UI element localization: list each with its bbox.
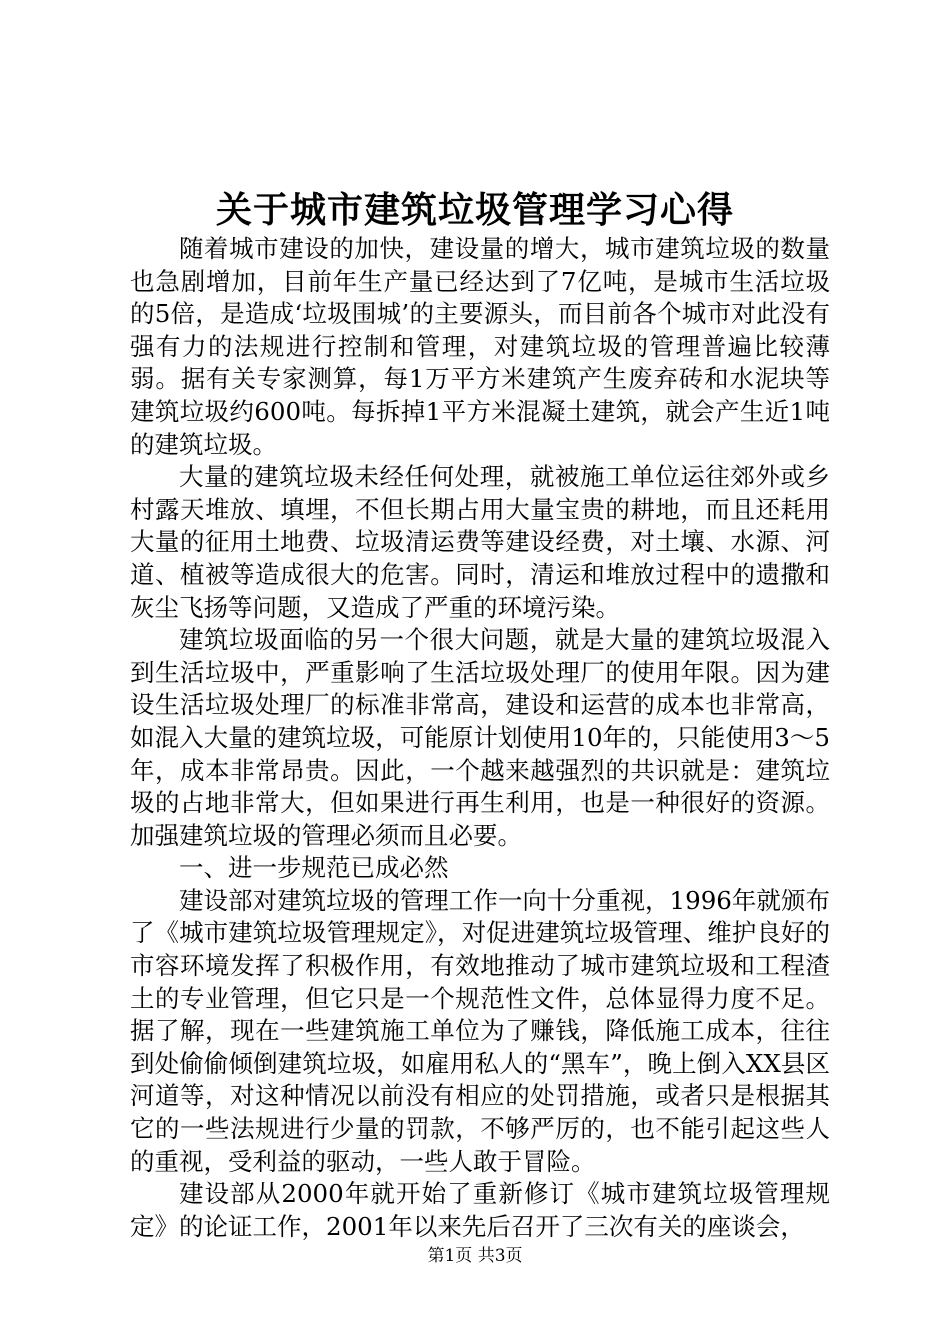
document-body [130, 233, 830, 1243]
document-title: 关于城市建筑垃圾管理学习心得 [215, 189, 734, 231]
paragraph: 建设部从2000年就开始了重新修订《城市建筑垃圾管理规定》的论证工作，2001年以来先后召开了三次有关的座谈会， [130, 1179, 830, 1241]
paragraph: 大量的建筑垃圾未经任何处理，就被施工单位运往郊外或乡村露天堆放、填埋，不但长期占用大量宝贵的耕地，而且还耗用大量的征用土地费、垃圾清运费等建设经费，对土壤、水源、河道、植被等造成很大的危害。同时，清运和堆放过程中的遗撒和灰尘飞扬等问题，又造成了严重的环境污染。 [130, 462, 830, 622]
paragraph: 随着城市建设的加快，建设量的增大，城市建筑垃圾的数量也急剧增加，目前年生产量已经达到了7亿吨，是城市生活垃圾的5倍，是造成‘垃圾围城’的主要源头，而目前各个城市对此没有强有力的法规进行控制和管理，对建筑垃圾的管理普遍比较薄弱。据有关专家测算，每1万平方米建筑产生废弃砖和水泥块等建筑垃圾约600吨。每拆掉1平方米混凝土建筑，就会产生近1吨的建筑垃圾。 [130, 234, 830, 459]
section-heading: 一、进一步规范已成必然 [179, 853, 449, 883]
paragraph: 建筑垃圾面临的另一个很大问题，就是大量的建筑垃圾混入到生活垃圾中，严重影响了生活垃圾处理厂的使用年限。因为建设生活垃圾处理厂的标准非常高，建设和运营的成本也非常高，如混入大量的建筑垃圾，可能原计划使用10年的，只能使用3～5年，成本非常昂贵。因此，一个越来越强烈的共识就是：建筑垃圾的占地非常大，但如果进行再生利用，也是一种很好的资源。加强建筑垃圾的管理必须而且必要。 [130, 625, 830, 850]
paragraph: 建设部对建筑垃圾的管理工作一向十分重视，1996年就颁布了《城市建筑垃圾管理规定》，对促进建筑垃圾管理、维护良好的市容环境发挥了积极作用，有效地推动了城市建筑垃圾和工程渣土的专业管理，但它只是一个规范性文件，总体显得力度不足。据了解，现在一些建筑施工单位为了赚钱，降低施工成本，往往到处偷偷倾倒建筑垃圾，如雇用私人的“黑车”，晚上倒入XX县区河道等，对这种情况以前没有相应的处罚措施，或者只是根据其它的一些法规进行少量的罚款，不够严厉的，也不能引起这些人的重视，受利益的驱动，一些人敢于冒险。 [130, 885, 830, 1176]
page-footer: 第1页 共3页 [427, 1246, 523, 1266]
